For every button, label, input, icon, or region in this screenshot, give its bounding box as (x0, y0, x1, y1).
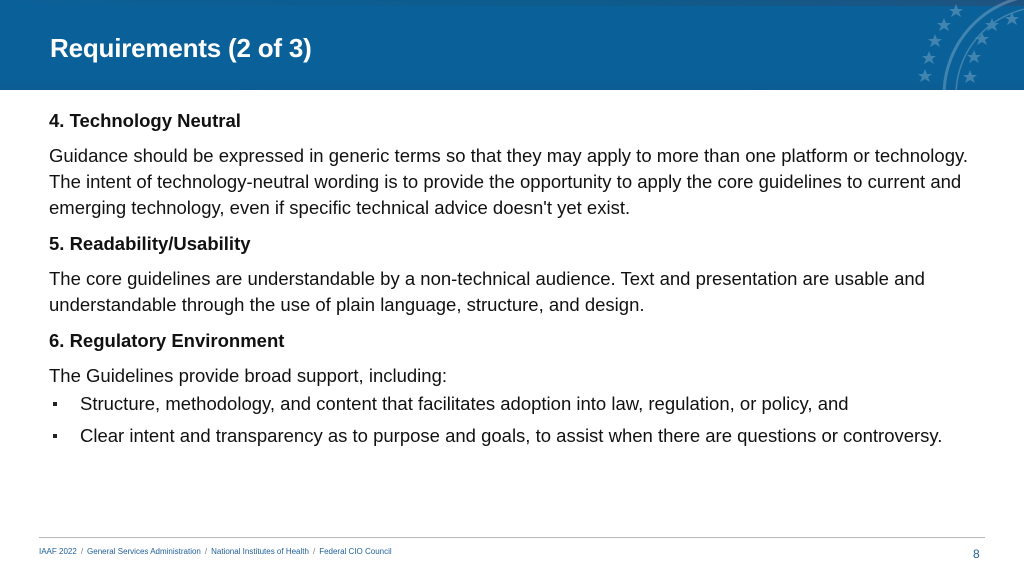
content-area (49, 108, 989, 455)
bullet-list (49, 391, 989, 449)
stars-seal-icon (894, 0, 1024, 90)
footer-item-event: IAAF 2022 (39, 547, 77, 556)
footer-separator: / (312, 547, 316, 556)
bullet-text: Clear intent and transparency as to purpose and goals, to assist when there are questions or controversy. (80, 425, 943, 446)
page-number: 8 (973, 547, 980, 561)
section-heading-readability-usability: 5. Readability/Usability (49, 233, 251, 254)
footer-separator: / (204, 547, 208, 556)
footer-credits (39, 547, 392, 556)
bullet-text: Structure, methodology, and content that facilitates adoption into law, regulation, or policy, and (80, 393, 849, 414)
footer-divider (39, 537, 985, 538)
section-body-regulatory-environment: The Guidelines provide broad support, including: (49, 365, 447, 386)
slide-title: Requirements (2 of 3) (50, 33, 312, 63)
section-body-technology-neutral: Guidance should be expressed in generic terms so that they may apply to more than one platform or technology. The intent of technology-neutral wording is to provide the opportunity to apply the core guidelines to current and emerging technology, even if specific technical advice doesn't yet exist. (49, 145, 969, 218)
footer-item-gsa: General Services Administration (87, 547, 201, 556)
footer-separator: / (80, 547, 84, 556)
footer-item-nih: National Institutes of Health (211, 547, 309, 556)
square-bullet-icon (53, 434, 57, 438)
section-heading-technology-neutral: 4. Technology Neutral (49, 110, 241, 131)
square-bullet-icon (53, 402, 57, 406)
list-item (49, 391, 989, 417)
section-body-readability-usability: The core guidelines are understandable by a non-technical audience. Text and presentation are usable and understandable through the use of plain language, structure, and design. (49, 268, 925, 315)
list-item (49, 423, 989, 449)
section-heading-regulatory-environment: 6. Regulatory Environment (49, 330, 285, 351)
footer-item-cio-council: Federal CIO Council (319, 547, 392, 556)
header-band (0, 0, 1024, 90)
